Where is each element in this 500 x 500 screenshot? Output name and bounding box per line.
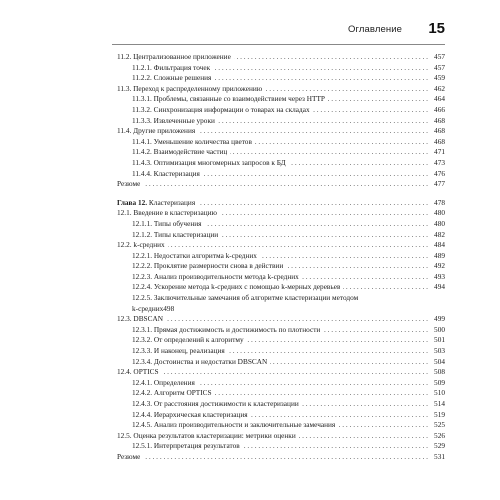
dot-leader [220, 208, 428, 219]
toc-entry-title: 12.3.1. Прямая достижимость и достижимость по плотности [132, 324, 321, 334]
toc-entry-page: 500 [434, 324, 445, 334]
toc-entry-title [117, 198, 195, 209]
toc-entry-title: 12.2.5. Заключительные замечания об алгоритме кластеризации методом [132, 293, 359, 303]
toc-entry [117, 94, 445, 105]
dot-leader [313, 105, 428, 116]
toc-entry [117, 282, 445, 293]
toc-entry-page: 484 [434, 240, 445, 250]
toc-entry [117, 137, 445, 148]
toc-entry-continuation-line [117, 304, 445, 315]
toc-entry [117, 452, 445, 463]
toc-entry-title: 12.3. DBSCAN [117, 314, 164, 324]
toc-entry [117, 208, 445, 219]
toc-entry-title: 12.4. OPTICS [117, 367, 159, 377]
toc-entry-title: 12.1.1. Типы обучения [132, 218, 202, 228]
dot-leader [270, 357, 428, 368]
toc-entry [117, 169, 445, 180]
dot-leader [251, 410, 428, 421]
toc-entry-title: 11.2.1. Фильтрация точек [132, 62, 211, 72]
dot-leader [221, 230, 428, 241]
dot-leader [166, 314, 428, 325]
dot-leader [230, 147, 428, 158]
toc-entry-page: 504 [434, 356, 445, 366]
toc-entry [117, 367, 445, 378]
toc-entry-title-continuation: k-средних [132, 303, 164, 313]
toc-entry-page: 477 [434, 179, 445, 189]
toc-entry-title: 11.2. Централизованное приложение [117, 52, 231, 61]
toc-entry-title: 12.2. k-средних [117, 240, 165, 250]
toc-entry-title: 12.4.3. От расстояния достижимости к кластеризации [132, 399, 299, 408]
toc-entry-page: 526 [434, 430, 445, 440]
toc-entry [117, 410, 445, 421]
toc-entry [117, 251, 445, 262]
toc-entry [117, 431, 445, 442]
toc-entry [117, 335, 445, 346]
toc-entry-page: 510 [434, 388, 445, 398]
dot-leader [247, 335, 428, 346]
dot-leader [302, 272, 428, 283]
dot-leader [203, 169, 428, 180]
toc-entry-title: 12.1.2. Типы кластеризации [132, 229, 219, 239]
toc-entry-page: 457 [434, 52, 445, 61]
toc-entry-title: 11.3.1. Проблемы, связанные со взаимодействием через HTTP [132, 94, 325, 104]
toc-entry-page: 478 [434, 197, 445, 207]
toc-entry-page: 501 [434, 335, 445, 345]
dot-leader [228, 346, 428, 357]
toc-entry-page: 492 [434, 261, 445, 271]
toc-entry-title: 12.1. Введение в кластеризацию [117, 208, 217, 218]
toc-entry [117, 116, 445, 127]
toc-entry [117, 158, 445, 169]
toc-entry-page: 482 [434, 229, 445, 239]
toc-entry-page: 529 [434, 441, 445, 451]
toc-entry-page: 464 [434, 94, 445, 104]
toc-entry [117, 52, 445, 63]
toc-entry-title: 12.3.3. И наконец, реализация [132, 346, 225, 356]
toc-entry [117, 105, 445, 116]
toc-entry-page: 531 [434, 451, 445, 461]
dot-leader [286, 261, 428, 272]
dot-leader [302, 399, 428, 410]
toc-entry-page: 466 [434, 104, 445, 114]
dot-leader [338, 420, 428, 431]
chapter-title: Кластеризация [147, 197, 196, 207]
toc-entry-page: 494 [434, 282, 445, 292]
toc-entry [117, 293, 445, 314]
dot-leader [343, 282, 428, 293]
toc-entry-title: 11.4.3. Оптимизация многомерных запросов к БД [132, 157, 286, 167]
toc-entry-page: 468 [434, 126, 445, 136]
toc-entry [117, 126, 445, 137]
dot-leader [162, 367, 428, 378]
dot-leader [198, 126, 428, 137]
toc-entry-page: 462 [434, 83, 445, 93]
dot-leader [205, 219, 428, 230]
toc-entry-page: 468 [434, 136, 445, 146]
toc-entry-page: 476 [434, 168, 445, 178]
dot-leader [198, 198, 428, 209]
toc-entry-title: 11.3.3. Извлеченные уроки [132, 115, 215, 125]
toc-entry-title: 12.4.5. Анализ производительности и заключительные замечания [132, 420, 336, 430]
toc-entry-title: Резюме [117, 451, 141, 461]
toc-entry-page: 457 [434, 62, 445, 72]
dot-leader [260, 251, 428, 262]
toc-entry-page: 499 [434, 314, 445, 324]
toc-entry-title: 12.3.4. Достоинства и недостатки DBSCAN [132, 356, 268, 366]
toc-entry [117, 314, 445, 325]
toc-entry [117, 388, 445, 399]
toc-entry [117, 261, 445, 272]
page-number: 15 [428, 20, 445, 37]
header-rule [112, 44, 445, 45]
toc-entry-title: 12.4.2. Алгоритм OPTICS [132, 388, 212, 398]
toc-entry-page: 519 [434, 409, 445, 419]
toc-entry-title: 11.4.1. Уменьшение количества цветов [132, 136, 252, 146]
toc-entry [117, 219, 445, 230]
toc-entry-title: Резюме [117, 179, 141, 189]
dot-leader [289, 158, 428, 169]
table-of-contents [117, 52, 445, 463]
toc-entry-title: 11.4.4. Кластеризация [132, 168, 200, 178]
dot-leader [299, 431, 428, 442]
toc-entry-page: 498 [163, 303, 175, 313]
toc-entry-title: 12.4.4. Иерархическая кластеризация [132, 409, 248, 419]
toc-entry-page: 489 [434, 250, 445, 260]
toc-entry [117, 147, 445, 158]
toc-entry-page: 493 [434, 271, 445, 281]
toc-entry-title: 12.3.2. От определений к алгоритму [132, 335, 244, 345]
dot-leader [143, 452, 428, 463]
dot-leader [218, 116, 428, 127]
toc-entry-title: 11.2.2. Сложные решения [132, 73, 212, 83]
toc-entry-page: 480 [434, 208, 445, 218]
running-head-title: Оглавление [348, 24, 402, 35]
dot-leader [243, 441, 428, 452]
toc-entry-page: 473 [434, 157, 445, 167]
toc-entry [117, 84, 445, 95]
toc-entry [117, 378, 445, 389]
dot-leader [213, 63, 428, 74]
toc-entry-title: 12.2.2. Проклятие размерности снова в действии [132, 261, 284, 271]
toc-entry [117, 325, 445, 336]
toc-entry [117, 63, 445, 74]
toc-entry-title: 12.2.1. Недостатки алгоритма k-средних [132, 250, 257, 260]
toc-entry-title: 12.5.1. Интерпретация результатов [132, 441, 240, 451]
dot-leader [143, 179, 428, 190]
chapter-label: Глава 12. [117, 197, 148, 207]
toc-entry-title: 11.4. Другие приложения [117, 126, 196, 136]
toc-entry-page: 514 [434, 399, 445, 408]
toc-entry-page: 471 [434, 147, 445, 157]
toc-entry-page: 525 [434, 420, 445, 430]
toc-entry-title: 11.3.2. Синхронизация информации о товарах на складах [132, 104, 310, 114]
toc-entry-page: 468 [434, 115, 445, 125]
toc-entry [117, 73, 445, 84]
toc-entry [117, 420, 445, 431]
toc-entry [117, 230, 445, 241]
toc-entry-title: 12.2.4. Ускорение метода k-средних с помощью k-мерных деревьев [132, 282, 341, 292]
dot-leader [255, 137, 428, 148]
toc-entry-page: 480 [434, 218, 445, 228]
toc-entry [117, 179, 445, 190]
dot-leader [198, 378, 428, 389]
dot-leader [168, 240, 428, 251]
dot-leader [215, 388, 428, 399]
dot-leader [214, 73, 428, 84]
toc-entry [117, 441, 445, 452]
toc-entry [117, 272, 445, 283]
toc-entry-title: 12.2.3. Анализ производительности метода k-средних [132, 271, 299, 281]
toc-entry-page: 459 [434, 73, 445, 83]
dot-leader [265, 84, 428, 95]
toc-entry-page: 508 [434, 367, 445, 377]
toc-entry [117, 346, 445, 357]
toc-entry-page: 509 [434, 377, 445, 387]
toc-entry-page: 503 [434, 346, 445, 356]
section-gap [117, 190, 445, 194]
dot-leader [323, 325, 428, 336]
toc-entry [117, 357, 445, 368]
toc-entry [117, 240, 445, 251]
toc-chapter-entry [117, 198, 445, 209]
dot-leader [234, 52, 428, 63]
toc-entry-title: 12.4.1. Определения [132, 377, 195, 387]
dot-leader [328, 94, 428, 105]
toc-entry [117, 399, 445, 410]
toc-entry-title: 12.5. Оценка результатов кластеризации: метрики оценки [117, 430, 296, 440]
toc-entry-title: 11.4.2. Взаимодействие частиц [132, 147, 228, 157]
toc-entry-title: 11.3. Переход к распределенному приложению [117, 83, 263, 93]
